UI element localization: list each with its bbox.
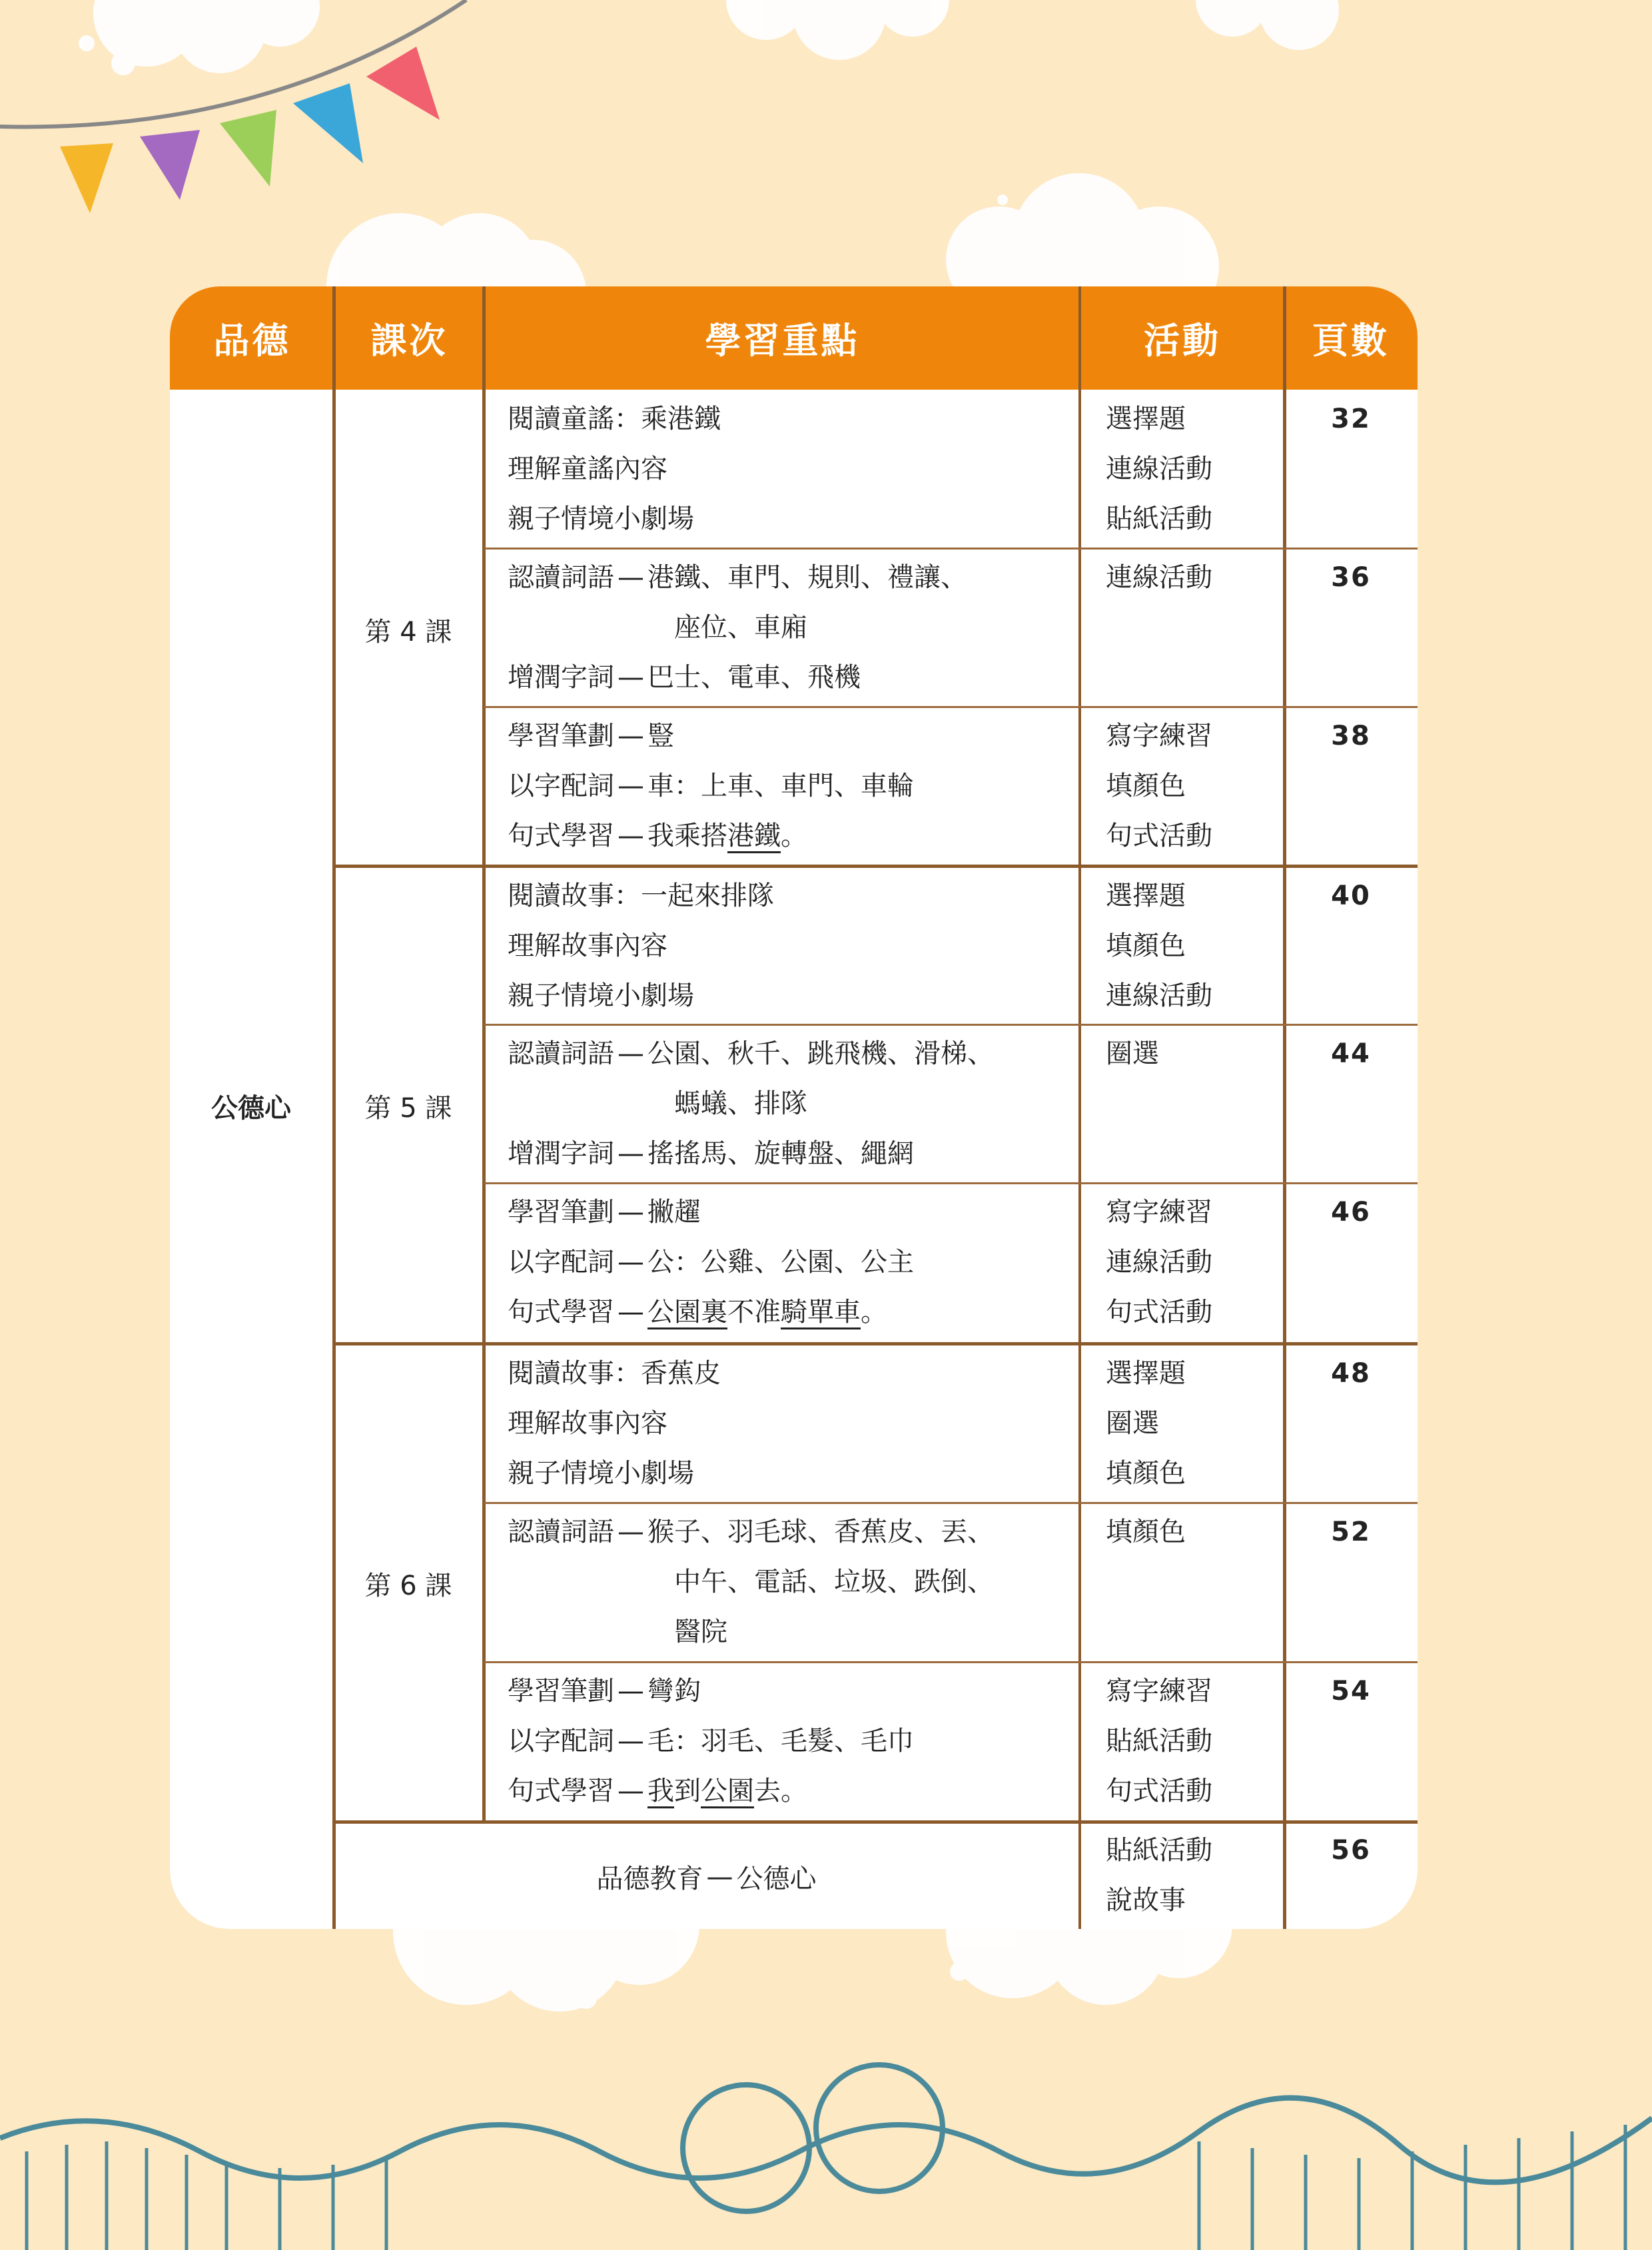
dash: — xyxy=(618,1517,644,1547)
dash: — xyxy=(618,1138,644,1169)
row-divider xyxy=(484,548,1418,550)
header-focus: 學習重點 xyxy=(705,320,860,362)
page-number: 32 xyxy=(1331,404,1371,434)
lesson-divider xyxy=(334,1342,1418,1345)
grid-line xyxy=(482,286,486,1822)
page-number: 36 xyxy=(1331,562,1371,593)
focus-line: 閱讀故事：香蕉皮 xyxy=(508,1358,721,1389)
activity-item: 填顏色 xyxy=(1106,931,1186,961)
focus-value: 座位、車廂 xyxy=(674,612,807,643)
row-divider xyxy=(484,1024,1418,1026)
header-activity: 活動 xyxy=(1144,320,1221,362)
dash: — xyxy=(618,1676,644,1706)
focus-line: 親子情境小劇場 xyxy=(508,1458,694,1489)
focus-value: 港鐵、車門、規則、禮讓、 xyxy=(647,562,967,593)
header-virtue: 品德 xyxy=(213,320,291,362)
focus-line: 理解故事內容 xyxy=(508,931,667,961)
focus-value: 公：公雞、公園、公主 xyxy=(647,1247,914,1278)
focus-value: 豎 xyxy=(647,721,674,751)
focus-line: 閱讀故事：一起來排隊 xyxy=(508,881,774,911)
focus-value: 中午、電話、垃圾、跌倒、 xyxy=(674,1567,994,1597)
activity-item: 連線活動 xyxy=(1106,454,1212,484)
focus-value: 巴士、電車、飛機 xyxy=(647,662,861,693)
focus-value: 猴子、羽毛球、香蕉皮、丟、 xyxy=(647,1517,994,1547)
focus-line: 理解童謠內容 xyxy=(508,454,667,484)
activity-item: 圈選 xyxy=(1106,1038,1159,1069)
activity-item: 說故事 xyxy=(1106,1885,1186,1916)
activity-item: 連線活動 xyxy=(1106,562,1212,593)
focus-line: 親子情境小劇場 xyxy=(508,980,694,1011)
activity-item: 選擇題 xyxy=(1106,404,1186,434)
focus-cell xyxy=(508,394,721,544)
focus-line: 親子情境小劇場 xyxy=(508,504,694,534)
activity-item: 填顏色 xyxy=(1106,1517,1186,1547)
activity-item: 貼紙活動 xyxy=(1106,1835,1212,1866)
focus-cell xyxy=(508,1029,994,1179)
activity-cell xyxy=(1106,711,1212,861)
page-number: 56 xyxy=(1331,1835,1371,1866)
activity-item: 選擇題 xyxy=(1106,881,1186,911)
page-number: 38 xyxy=(1331,721,1371,751)
activity-item: 選擇題 xyxy=(1106,1358,1186,1389)
focus-key: 句式學習 xyxy=(508,1776,614,1806)
dash: — xyxy=(618,1726,644,1756)
row-divider xyxy=(484,1502,1418,1504)
lesson-divider xyxy=(334,865,1418,868)
activity-cell xyxy=(1106,394,1212,544)
focus-value: 毛：羽毛、毛髮、毛巾 xyxy=(647,1726,914,1756)
activity-item: 貼紙活動 xyxy=(1106,504,1212,534)
activity-cell xyxy=(1106,1029,1159,1079)
page-number: 46 xyxy=(1331,1197,1371,1228)
activity-item: 連線活動 xyxy=(1106,1247,1212,1278)
activity-cell xyxy=(1106,1667,1212,1816)
focus-value: 公園、秋千、跳飛機、滑梯、 xyxy=(647,1038,994,1069)
dash: — xyxy=(618,1197,644,1228)
dash: — xyxy=(618,1247,644,1278)
header-lesson: 課次 xyxy=(370,320,448,362)
grid-line xyxy=(1078,286,1081,1929)
dash: — xyxy=(706,1861,733,1892)
activity-cell xyxy=(1106,871,1212,1021)
focus-value: 搖搖馬、旋轉盤、繩網 xyxy=(647,1138,914,1169)
focus-value: 車：上車、車門、車輪 xyxy=(647,771,914,801)
lesson-label: 第 4 課 xyxy=(364,616,452,647)
sentence-underlined: 公園裏 xyxy=(647,1297,727,1329)
focus-key: 句式學習 xyxy=(508,821,614,851)
focus-key: 以字配詞 xyxy=(508,771,614,801)
focus-value: 醫院 xyxy=(674,1617,727,1647)
focus-key: 認讀詞語 xyxy=(508,1038,614,1069)
activity-item: 寫字練習 xyxy=(1106,721,1212,751)
page-number: 40 xyxy=(1331,881,1371,911)
focus-key: 品德教育 xyxy=(596,1864,703,1894)
virtue-education xyxy=(334,1852,1078,1902)
sentence-underlined: 我 xyxy=(647,1776,674,1808)
focus-key: 認讀詞語 xyxy=(508,1517,614,1547)
dash: — xyxy=(618,721,644,751)
sentence-part: 不准 xyxy=(727,1297,781,1327)
focus-value: 撇趯 xyxy=(647,1197,701,1228)
focus-cell xyxy=(508,553,967,703)
focus-line: 閱讀童謠：乘港鐵 xyxy=(508,404,721,434)
activity-item: 圈選 xyxy=(1106,1408,1159,1439)
virtue-label: 公德心 xyxy=(211,1092,291,1124)
activity-item: 句式活動 xyxy=(1106,821,1212,851)
lesson-label: 第 5 課 xyxy=(364,1092,452,1124)
activity-item: 寫字練習 xyxy=(1106,1676,1212,1706)
focus-value: 公德心 xyxy=(736,1864,817,1894)
activity-item: 填顏色 xyxy=(1106,771,1186,801)
focus-cell xyxy=(508,711,914,861)
sentence-part: 。 xyxy=(781,821,807,851)
sentence-underlined: 公園 xyxy=(701,1776,754,1808)
dash: — xyxy=(618,662,644,693)
focus-key: 學習筆劃 xyxy=(508,721,614,751)
focus-key: 學習筆劃 xyxy=(508,1197,614,1228)
focus-line: 理解故事內容 xyxy=(508,1408,667,1439)
lesson-divider xyxy=(334,1820,1418,1824)
dash: — xyxy=(618,771,644,801)
activity-cell xyxy=(1106,1826,1212,1926)
sentence-underlined: 港鐵 xyxy=(727,821,781,853)
dash: — xyxy=(618,1038,644,1069)
activity-cell xyxy=(1106,553,1212,603)
activity-item: 填顏色 xyxy=(1106,1458,1186,1489)
row-divider xyxy=(484,1661,1418,1663)
focus-value: 彎鈎 xyxy=(647,1676,701,1706)
sentence-part: 我乘搭 xyxy=(647,821,727,851)
activity-cell xyxy=(1106,1349,1186,1499)
focus-cell xyxy=(508,1349,721,1499)
focus-cell xyxy=(508,1188,914,1337)
page-number: 48 xyxy=(1331,1358,1371,1389)
focus-key: 學習筆劃 xyxy=(508,1676,614,1706)
focus-cell xyxy=(508,871,774,1021)
activity-item: 句式活動 xyxy=(1106,1776,1212,1806)
dash: — xyxy=(618,821,644,851)
header-page: 頁數 xyxy=(1312,320,1390,362)
focus-key: 句式學習 xyxy=(508,1297,614,1327)
dash: — xyxy=(618,562,644,593)
focus-key: 增潤字詞 xyxy=(508,662,614,693)
activity-cell xyxy=(1106,1188,1212,1337)
focus-key: 認讀詞語 xyxy=(508,562,614,593)
focus-value: 螞蟻、排隊 xyxy=(674,1088,807,1119)
sentence-part: 。 xyxy=(861,1297,887,1327)
page-number: 52 xyxy=(1331,1517,1371,1547)
activity-cell xyxy=(1106,1507,1186,1557)
activity-item: 寫字練習 xyxy=(1106,1197,1212,1228)
dash: — xyxy=(618,1776,644,1806)
focus-key: 以字配詞 xyxy=(508,1247,614,1278)
activity-item: 句式活動 xyxy=(1106,1297,1212,1327)
page-number: 44 xyxy=(1331,1038,1371,1069)
activity-item: 貼紙活動 xyxy=(1106,1726,1212,1756)
page-number: 54 xyxy=(1331,1676,1371,1706)
dash: — xyxy=(618,1297,644,1327)
row-divider xyxy=(484,706,1418,708)
focus-cell xyxy=(508,1667,914,1816)
activity-item: 連線活動 xyxy=(1106,980,1212,1011)
lesson-label: 第 6 課 xyxy=(364,1570,452,1601)
sentence-underlined: 騎單車 xyxy=(781,1297,861,1329)
focus-key: 增潤字詞 xyxy=(508,1138,614,1169)
row-divider xyxy=(484,1182,1418,1184)
focus-cell xyxy=(508,1507,994,1657)
sentence-part: 到 xyxy=(674,1776,701,1806)
sentence-part: 去。 xyxy=(754,1776,807,1806)
focus-key: 以字配詞 xyxy=(508,1726,614,1756)
